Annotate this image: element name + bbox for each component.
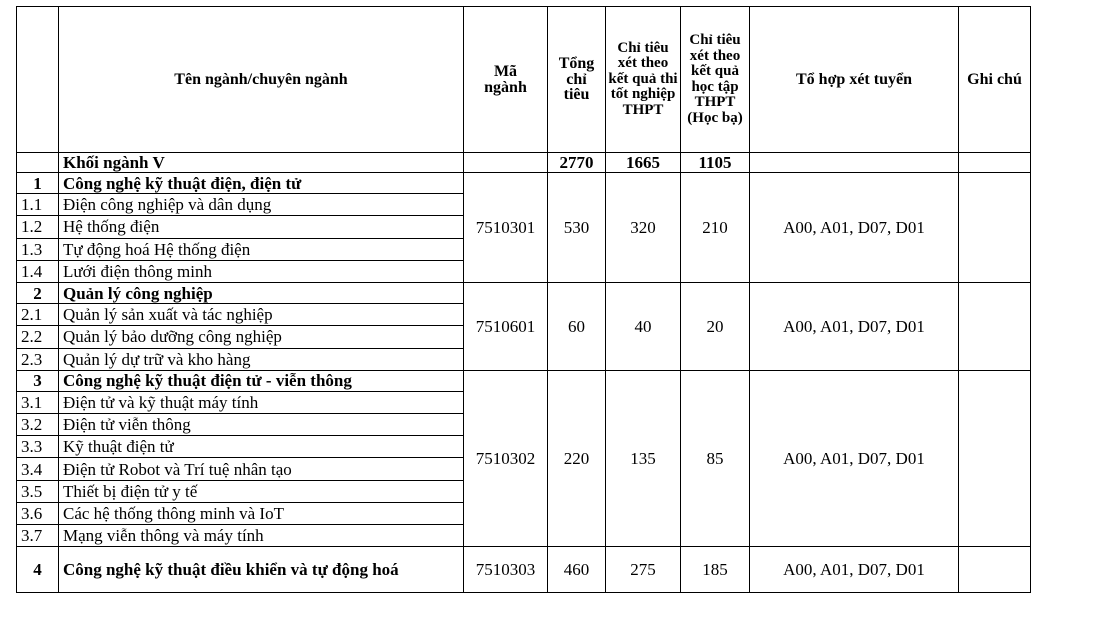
- subgroup-stt: 3.1: [17, 391, 59, 413]
- group-code: 7510302: [464, 370, 548, 547]
- group-note: [959, 282, 1031, 370]
- subgroup-stt: 3.5: [17, 480, 59, 502]
- subgroup-stt: 3.7: [17, 525, 59, 547]
- group-name: Quản lý công nghiệp: [59, 282, 464, 303]
- summary-code: [464, 153, 548, 173]
- group-combos: A00, A01, D07, D01: [750, 547, 959, 593]
- summary-combos: [750, 153, 959, 173]
- subgroup-name: Điện tử và kỹ thuật máy tính: [59, 391, 464, 413]
- group-combos: A00, A01, D07, D01: [750, 282, 959, 370]
- header-row: [17, 7, 1031, 153]
- subgroup-name: Điện tử Robot và Trí tuệ nhân tạo: [59, 458, 464, 480]
- group-combos: A00, A01, D07, D01: [750, 173, 959, 283]
- group-total: 460: [548, 547, 606, 593]
- group-stt: 4: [17, 547, 59, 593]
- subgroup-stt: 1.3: [17, 238, 59, 260]
- subgroup-stt: 2.3: [17, 348, 59, 370]
- group-by-transcript: 185: [681, 547, 750, 593]
- group-note: [959, 173, 1031, 283]
- summary-row: [17, 153, 1031, 173]
- group-stt: 3: [17, 370, 59, 391]
- summary-total: 2770: [548, 153, 606, 173]
- subgroup-stt: 3.3: [17, 436, 59, 458]
- group-by-transcript: 210: [681, 173, 750, 283]
- group-code: 7510601: [464, 282, 548, 370]
- summary-name: Khối ngành V: [59, 153, 464, 173]
- group-total: 220: [548, 370, 606, 547]
- subgroup-stt: 3.4: [17, 458, 59, 480]
- header-by-transcript: Chỉ tiêu xét theo kết quả học tập THPT (Học bạ): [681, 7, 750, 153]
- group-name: Công nghệ kỹ thuật điện, điện tử: [59, 173, 464, 194]
- group-code: 7510301: [464, 173, 548, 283]
- summary-by-exam: 1665: [606, 153, 681, 173]
- summary-stt: [17, 153, 59, 173]
- group-row: [17, 173, 1031, 194]
- admission-table: [16, 6, 1031, 593]
- group-row: [17, 547, 1031, 593]
- group-name: Công nghệ kỹ thuật điều khiển và tự động hoá: [59, 547, 464, 593]
- header-by-exam: Chỉ tiêu xét theo kết quả thi tốt nghiệp THPT: [606, 7, 681, 153]
- group-combos: A00, A01, D07, D01: [750, 370, 959, 547]
- group-code: 7510303: [464, 547, 548, 593]
- subgroup-stt: 1.2: [17, 216, 59, 238]
- group-by-exam: 40: [606, 282, 681, 370]
- group-total: 60: [548, 282, 606, 370]
- subgroup-name: Điện tử viễn thông: [59, 414, 464, 436]
- group-row: [17, 370, 1031, 391]
- header-code: Mã ngành: [464, 7, 548, 153]
- header-stt: [17, 7, 59, 153]
- subgroup-name: Quản lý bảo dưỡng công nghiệp: [59, 326, 464, 348]
- group-stt: 1: [17, 173, 59, 194]
- group-stt: 2: [17, 282, 59, 303]
- subgroup-stt: 3.2: [17, 414, 59, 436]
- subgroup-stt: 1.4: [17, 260, 59, 282]
- group-by-exam: 320: [606, 173, 681, 283]
- group-total: 530: [548, 173, 606, 283]
- subgroup-name: Kỹ thuật điện tử: [59, 436, 464, 458]
- subgroup-name: Tự động hoá Hệ thống điện: [59, 238, 464, 260]
- summary-by-transcript: 1105: [681, 153, 750, 173]
- subgroup-name: Điện công nghiệp và dân dụng: [59, 194, 464, 216]
- group-note: [959, 370, 1031, 547]
- subgroup-name: Quản lý dự trữ và kho hàng: [59, 348, 464, 370]
- subgroup-stt: 1.1: [17, 194, 59, 216]
- subgroup-name: Thiết bị điện tử y tế: [59, 480, 464, 502]
- group-by-transcript: 20: [681, 282, 750, 370]
- header-combos: Tổ hợp xét tuyển: [750, 7, 959, 153]
- table-body: [17, 153, 1031, 593]
- group-by-transcript: 85: [681, 370, 750, 547]
- header-total: Tổng chỉ tiêu: [548, 7, 606, 153]
- summary-note: [959, 153, 1031, 173]
- group-row: [17, 282, 1031, 303]
- subgroup-name: Quản lý sản xuất và tác nghiệp: [59, 304, 464, 326]
- subgroup-stt: 3.6: [17, 502, 59, 524]
- group-note: [959, 547, 1031, 593]
- subgroup-name: Mạng viễn thông và máy tính: [59, 525, 464, 547]
- subgroup-name: Hệ thống điện: [59, 216, 464, 238]
- group-by-exam: 275: [606, 547, 681, 593]
- subgroup-name: Lưới điện thông minh: [59, 260, 464, 282]
- group-by-exam: 135: [606, 370, 681, 547]
- subgroup-name: Các hệ thống thông minh và IoT: [59, 502, 464, 524]
- group-name: Công nghệ kỹ thuật điện tử - viễn thông: [59, 370, 464, 391]
- header-name: Tên ngành/chuyên ngành: [59, 7, 464, 153]
- subgroup-stt: 2.1: [17, 304, 59, 326]
- header-note: Ghi chú: [959, 7, 1031, 153]
- subgroup-stt: 2.2: [17, 326, 59, 348]
